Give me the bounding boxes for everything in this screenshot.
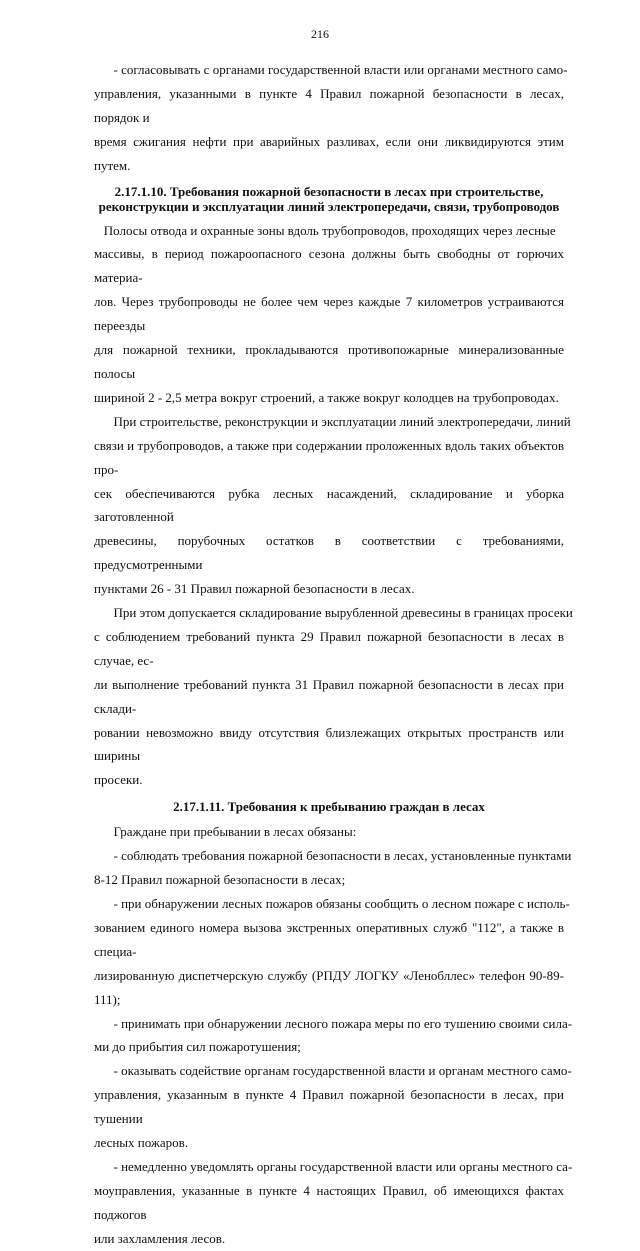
- text-line: ровании невозможно ввиду отсутствия близлежащих открытых пространств или ширины: [94, 724, 564, 764]
- paragraph: [94, 601, 573, 792]
- text-line: управления, указанными в пункте 4 Правил пожарной безопасности в лесах, порядок и: [94, 85, 564, 125]
- text-line: - при обнаружении лесных пожаров обязаны сообщить о лесном пожаре с исполь-: [94, 896, 570, 911]
- text-line: - соблюдать требования пожарной безопасности в лесах, установленные пунктами: [94, 848, 572, 864]
- text-line: управления, указанным в пункте 4 Правил пожарной безопасности в лесах, при тушении: [94, 1087, 564, 1127]
- list-item: [94, 1155, 573, 1251]
- text-line: или захламления лесов.: [94, 1230, 226, 1246]
- text-line: При этом допускается складирование вырубленной древесины в границах просеки: [94, 605, 573, 621]
- list-item: [94, 892, 570, 1012]
- text-line: зованием единого номера вызова экстренных оперативных служб "112", а также в специа-: [94, 919, 564, 959]
- text-line: Граждане при пребывании в лесах обязаны:: [94, 824, 357, 840]
- list-item: [94, 844, 572, 892]
- text-line: шириной 2 - 2,5 метра вокруг строений, а также вокруг колодцев на трубопроводах.: [94, 389, 559, 405]
- text-line: ми до прибытия сил пожаротушения;: [94, 1039, 301, 1055]
- text-line: Полосы отвода и охранные зоны вдоль трубопроводов, проходящих через лесные: [94, 222, 556, 238]
- text-line: - согласовывать с органами государственной власти или органами местного само-: [94, 62, 568, 77]
- list-item: [94, 1059, 572, 1155]
- text-line: пунктами 26 - 31 Правил пожарной безопасности в лесах.: [94, 581, 415, 597]
- paragraph: [94, 410, 571, 601]
- section-heading-2-17-1-11: 2.17.1.11. Требования к пребыванию граждан в лесах: [173, 799, 485, 815]
- lead-paragraph: [94, 820, 564, 844]
- text-line: - принимать при обнаружении лесного пожара меры по его тушению своими сила-: [94, 1015, 573, 1031]
- page-content: [94, 58, 573, 1251]
- text-line: время сжигания нефти при аварийных разливах, если они ликвидируются этим путем.: [94, 133, 564, 173]
- text-line: лизированную диспетчерскую службу (РПДУ ЛОГКУ «Ленобллес» телефон 90-89-111);: [94, 967, 564, 1007]
- section-heading-2-17-1-10: [94, 184, 564, 214]
- text-line: 8-12 Правил пожарной безопасности в лесах;: [94, 872, 346, 888]
- text-line: просеки.: [94, 772, 143, 788]
- text-line: ли выполнение требований пункта 31 Правил пожарной безопасности в лесах при склади-: [94, 676, 564, 716]
- text-line: древесины, порубочных остатков в соответствии с требованиями, предусмотренными: [94, 533, 564, 573]
- text-line: При строительстве, реконструкции и эксплуатации линий электропередачи, линий: [94, 413, 571, 429]
- text-line: лесных пожаров.: [94, 1135, 189, 1151]
- heading-line: реконструкции и эксплуатации линий электропередачи, связи, трубопроводов: [98, 198, 560, 214]
- intro-paragraph: [94, 58, 568, 178]
- text-line: для пожарной техники, прокладываются противопожарные минерализованные полосы: [94, 342, 564, 381]
- text-line: моуправления, указанные в пункте 4 настоящих Правил, об имеющихся фактах поджогов: [94, 1182, 564, 1222]
- text-line: лов. Через трубопроводы не более чем через каждые 7 километров устраиваются переезды: [94, 294, 564, 334]
- text-line: с соблюдением требований пункта 29 Правил пожарной безопасности в лесах в случае, ес-: [94, 628, 564, 668]
- text-line: - оказывать содействие органам государственной власти и органам местного само-: [94, 1063, 572, 1079]
- list-item: [94, 1012, 573, 1060]
- paragraph: [94, 219, 564, 410]
- text-line: массивы, в период пожароопасного сезона должны быть свободны от горючих материа-: [94, 246, 564, 286]
- heading-line: 2.17.1.10. Требования пожарной безопасности в лесах при строительстве,: [114, 183, 544, 199]
- text-line: сек обеспечиваются рубка лесных насаждений, складирование и уборка заготовленной: [94, 485, 564, 525]
- text-line: - немедленно уведомлять органы государственной власти или органы местного са-: [94, 1158, 573, 1174]
- page-number: 216: [311, 27, 329, 41]
- text-line: связи и трубопроводов, а также при содержании проложенных вдоль таких объектов про-: [94, 437, 564, 477]
